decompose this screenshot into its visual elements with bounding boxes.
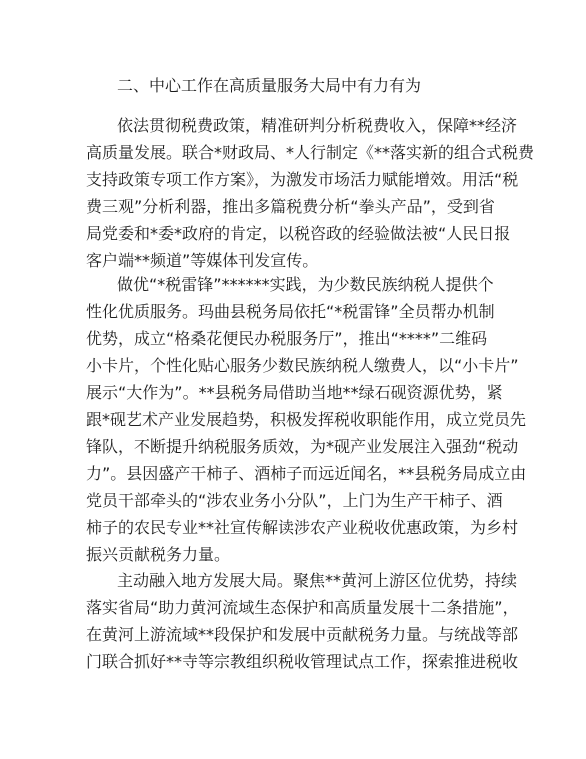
- paragraph-line: 柿子的农民专业**社宣传解读涉农产业税收优惠政策，为乡村: [86, 518, 519, 537]
- paragraph-line: 在黄河上游流域**段保护和发展中贡献税务力量。与统战等部: [86, 625, 519, 644]
- paragraph-ethnic-service: [86, 271, 527, 568]
- section-heading: 二、中心工作在高质量服务大局中有力有为: [117, 76, 422, 95]
- paragraph-line: 做优“*税雷锋”******实践，为少数民族纳税人提供个: [117, 275, 494, 294]
- paragraph-tax-policy: [86, 112, 535, 274]
- paragraph-line: 依法贯彻税费政策，精准研判分析税费收入，保障**经济: [117, 116, 518, 135]
- paragraph-line: 门联合抓好**寺等宗教组织税收管理试点工作，探索推进税收: [86, 652, 519, 671]
- paragraph-line: 支持政策专项工作方案》，为激发市场活力赋能增效。用活“税: [86, 170, 519, 189]
- paragraph-line: 性化优质服务。玛曲县税务局依托“*税雷锋”全员帮办机制: [86, 302, 495, 321]
- paragraph-line: 小卡片，个性化贴心服务少数民族纳税人缴费人，以“小卡片”: [86, 356, 519, 375]
- paragraph-line: 局党委和*委*政府的肯定，以税咨政的经验做法被“人民日报: [86, 224, 511, 243]
- paragraph-line: 主动融入地方发展大局。聚焦**黄河上游区位优势，持续: [117, 571, 518, 590]
- paragraph-line: 费三观”分析利器，推出多篇税费分析“拳头产品”，受到省: [86, 197, 495, 216]
- paragraph-line: 客户端**频道”等媒体刊发宣传。: [86, 251, 319, 270]
- paragraph-line: 振兴贡献税务力量。: [86, 545, 231, 564]
- paragraph-line: 展示“大作为”。**县税务局借助当地**绿石砚资源优势，紧: [86, 383, 503, 402]
- paragraph-line: 锋队，不断提升纳税服务质效，为*砚产业发展注入强劲“税动: [86, 437, 519, 456]
- paragraph-line: 党员干部牵头的“涉农业务小分队”，上门为生产干柿子、酒: [86, 491, 503, 510]
- paragraph-line: 力”。县因盛产干柿子、酒柿子而远近闻名，**县税务局成立由: [86, 464, 527, 483]
- paragraph-line: 跟*砚艺术产业发展趋势，积极发挥税收职能作用，成立党员先: [86, 410, 527, 429]
- paragraph-line: 优势，成立“格桑花便民办税服务厅”，推出“****”二维码: [86, 329, 488, 348]
- paragraph-line: 高质量发展。联合*财政局、*人行制定《**落实新的组合式税费: [86, 143, 535, 162]
- paragraph-local-development: [86, 567, 519, 675]
- paragraph-line: 落实省局“助力黄河流域生态保护和高质量发展十二条措施”，: [86, 598, 519, 617]
